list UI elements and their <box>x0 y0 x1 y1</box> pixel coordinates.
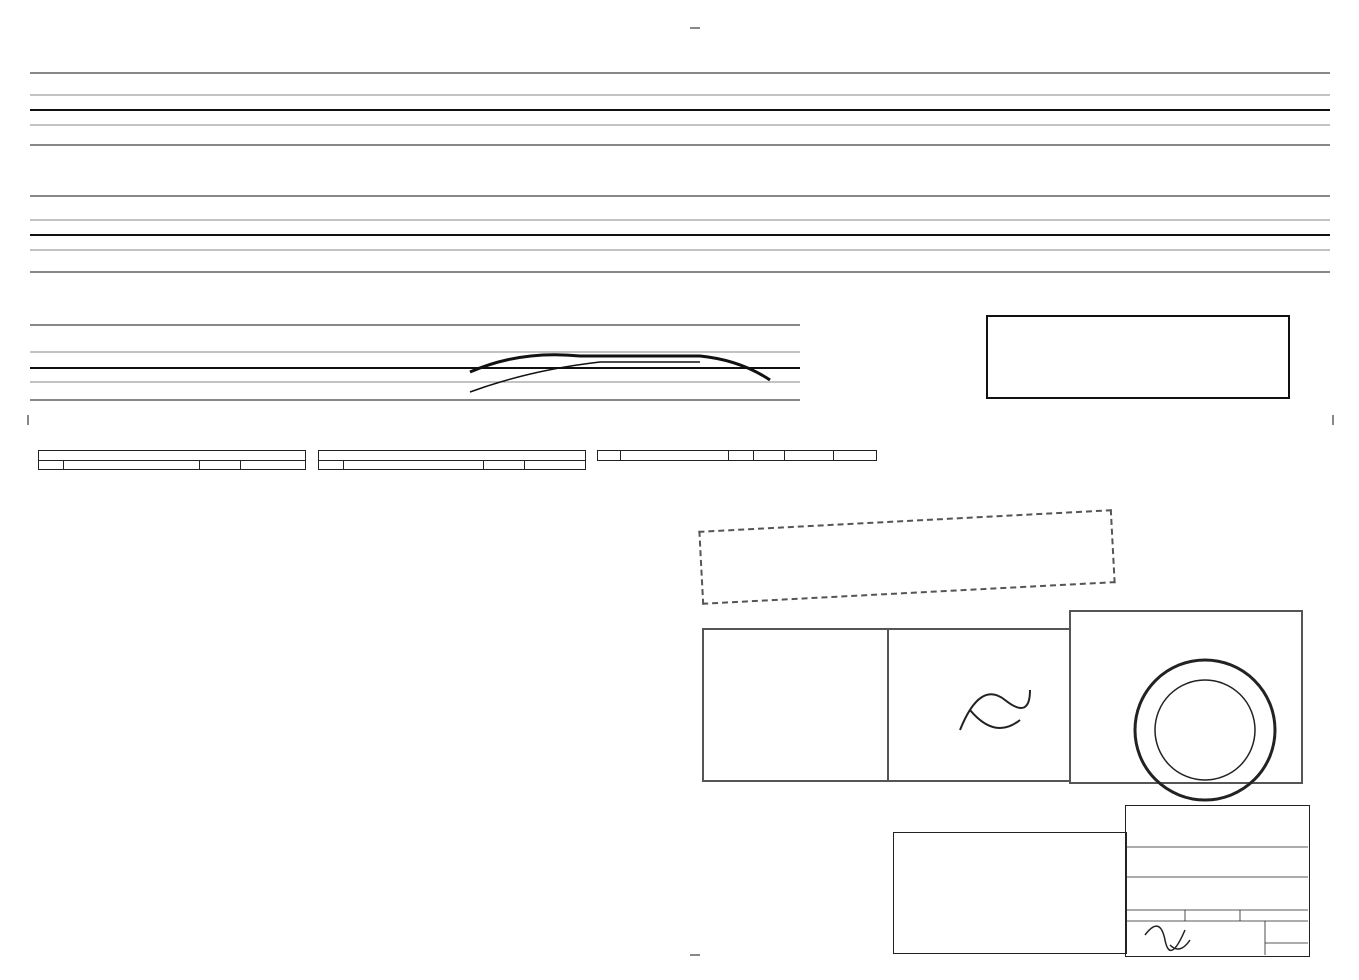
table1-h-use <box>241 460 306 470</box>
tower-legend <box>893 832 1127 954</box>
table1-h-owners <box>64 460 200 470</box>
signature-scribble-1 <box>950 670 1040 750</box>
table2-h-owners <box>344 460 484 470</box>
table2-h-meters <box>484 460 525 470</box>
easement-table-1 <box>38 450 306 470</box>
table1-h-meters <box>200 460 241 470</box>
table3-h-tower <box>729 451 754 461</box>
table3-h-epik <box>834 451 877 461</box>
table3-h-owners <box>621 451 729 461</box>
official-seal <box>1120 645 1290 815</box>
table3-h-area <box>754 451 785 461</box>
approval-signature <box>1140 915 1200 955</box>
table1-h-aa <box>39 460 64 470</box>
table3-h-use <box>785 451 834 461</box>
table1-title <box>39 451 306 461</box>
easement-table-2 <box>318 450 586 470</box>
ethniko-typografeio-box <box>986 315 1290 399</box>
signature-engineer-box <box>702 628 889 782</box>
table2-title <box>319 451 586 461</box>
tower-sites-table <box>597 450 877 461</box>
table3-h-aa <box>598 451 621 461</box>
table2-h-use <box>525 460 586 470</box>
table2-h-aa <box>319 460 344 470</box>
